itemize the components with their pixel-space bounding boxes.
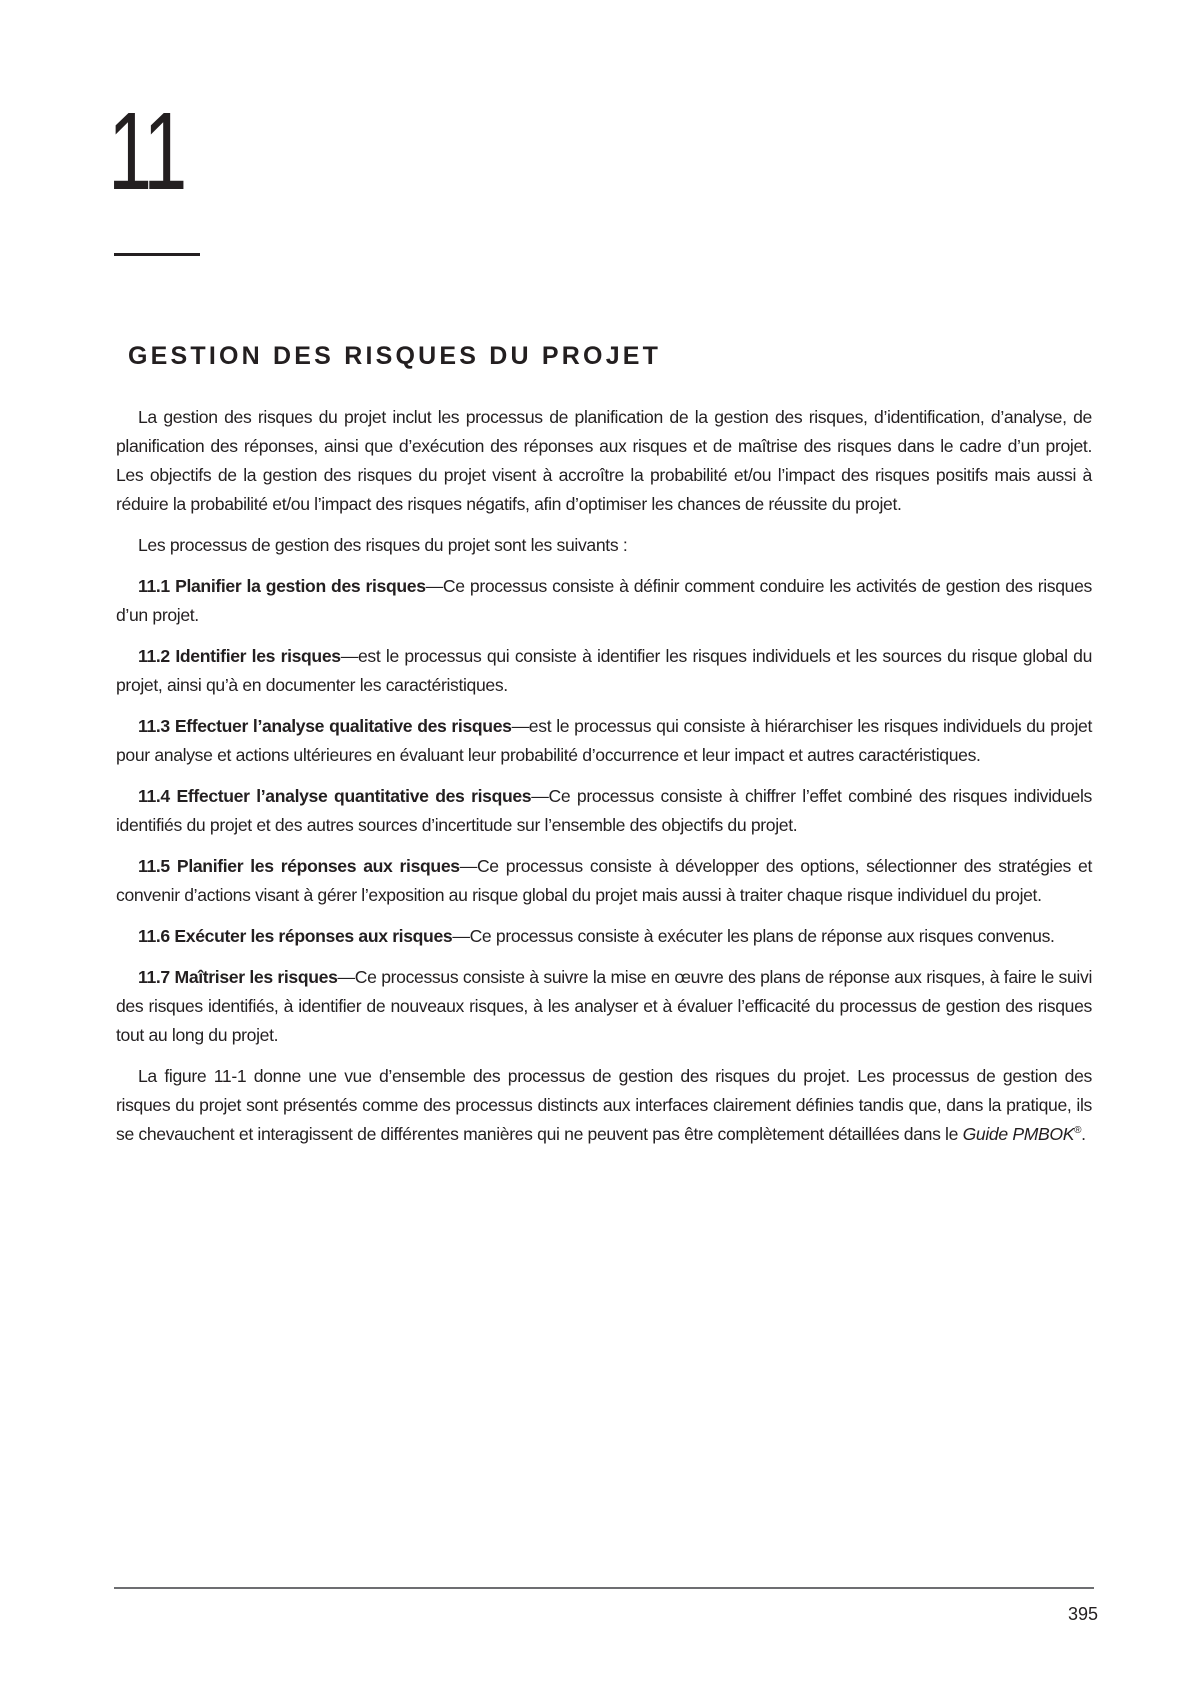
closing-period: . xyxy=(1081,1124,1086,1144)
process-item xyxy=(116,963,1092,1050)
footer-divider xyxy=(114,1587,1094,1589)
process-description: —Ce processus consiste à suivre la mise en œuvre des plans de réponse aux risques, à faire le suivi des risques identifiés, à identifier de nouveaux risques, à les analyser et à évaluer l’efficacité du processus de gestion des risques tout au long du projet. xyxy=(116,967,1092,1045)
chapter-number: 11 xyxy=(108,90,185,213)
process-item xyxy=(116,922,1092,951)
process-item xyxy=(116,782,1092,840)
closing-text: La figure 11-1 donne une vue d’ensemble des processus de gestion des risques du projet. Les processus de gestion des risques du projet sont présentés comme des processus distincts aux interfaces clairement définies tandis que, dans la pratique, ils se chevauchent et interagissent de différentes manières qui ne peuvent pas être complètement détaillées dans le xyxy=(116,1066,1092,1144)
chapter-title: GESTION DES RISQUES DU PROJET xyxy=(128,342,662,370)
process-item xyxy=(116,852,1092,910)
process-heading: 11.2 Identifier les risques xyxy=(138,646,341,666)
process-description: —est le processus qui consiste à hiérarchiser les risques individuels du projet pour analyse et actions ultérieures en évaluant leur probabilité d’occurrence et leur impact et autres caractéristiques. xyxy=(116,716,1092,765)
process-item xyxy=(116,712,1092,770)
process-item xyxy=(116,572,1092,630)
chapter-body xyxy=(116,403,1092,1161)
process-heading: 11.6 Exécuter les réponses aux risques xyxy=(138,926,453,946)
process-description: —Ce processus consiste à développer des options, sélectionner des stratégies et convenir d’actions visant à gérer l’exposition au risque global du projet mais aussi à traiter chaque risque individuel du projet. xyxy=(116,856,1092,905)
process-heading: 11.4 Effectuer l’analyse quantitative des risques xyxy=(138,786,532,806)
closing-paragraph xyxy=(116,1062,1092,1149)
process-description: —Ce processus consiste à exécuter les plans de réponse aux risques convenus. xyxy=(452,926,1055,946)
process-heading: 11.1 Planifier la gestion des risques xyxy=(138,576,426,596)
process-description: —est le processus qui consiste à identifier les risques individuels et les sources du risque global du projet, ainsi qu’à en documenter les caractéristiques. xyxy=(116,646,1093,695)
process-list-intro: Les processus de gestion des risques du projet sont les suivants : xyxy=(138,535,628,555)
chapter-divider xyxy=(114,253,200,256)
process-description: —Ce processus consiste à chiffrer l’effet combiné des risques individuels identifiés du projet et des autres sources d’incertitude sur l’ensemble des objectifs du projet. xyxy=(116,786,1092,835)
intro-paragraph: La gestion des risques du projet inclut les processus de planification de la gestion des risques, d’identification, d’analyse, de planification des réponses, ainsi que d’exécution des réponses aux risques et de maîtrise des risques dans le cadre d’un projet. Les objectifs de la gestion des risques du projet visent à accroître la probabilité et/ou l’impact des risques positifs mais aussi à réduire la probabilité et/ou l’impact des risques négatifs, afin d’optimiser les chances de réussite du projet. xyxy=(116,407,1092,514)
process-heading: 11.3 Effectuer l’analyse qualitative des risques xyxy=(138,716,512,736)
page-number: 395 xyxy=(1067,1604,1098,1624)
process-heading: 11.7 Maîtriser les risques xyxy=(138,967,338,987)
process-item xyxy=(116,642,1092,700)
process-heading: 11.5 Planifier les réponses aux risques xyxy=(138,856,460,876)
registered-mark: ® xyxy=(1074,1125,1082,1137)
guide-title: Guide PMBOK xyxy=(962,1124,1075,1144)
process-description: —Ce processus consiste à définir comment conduire les activités de gestion des risques d’un projet. xyxy=(116,576,1092,625)
